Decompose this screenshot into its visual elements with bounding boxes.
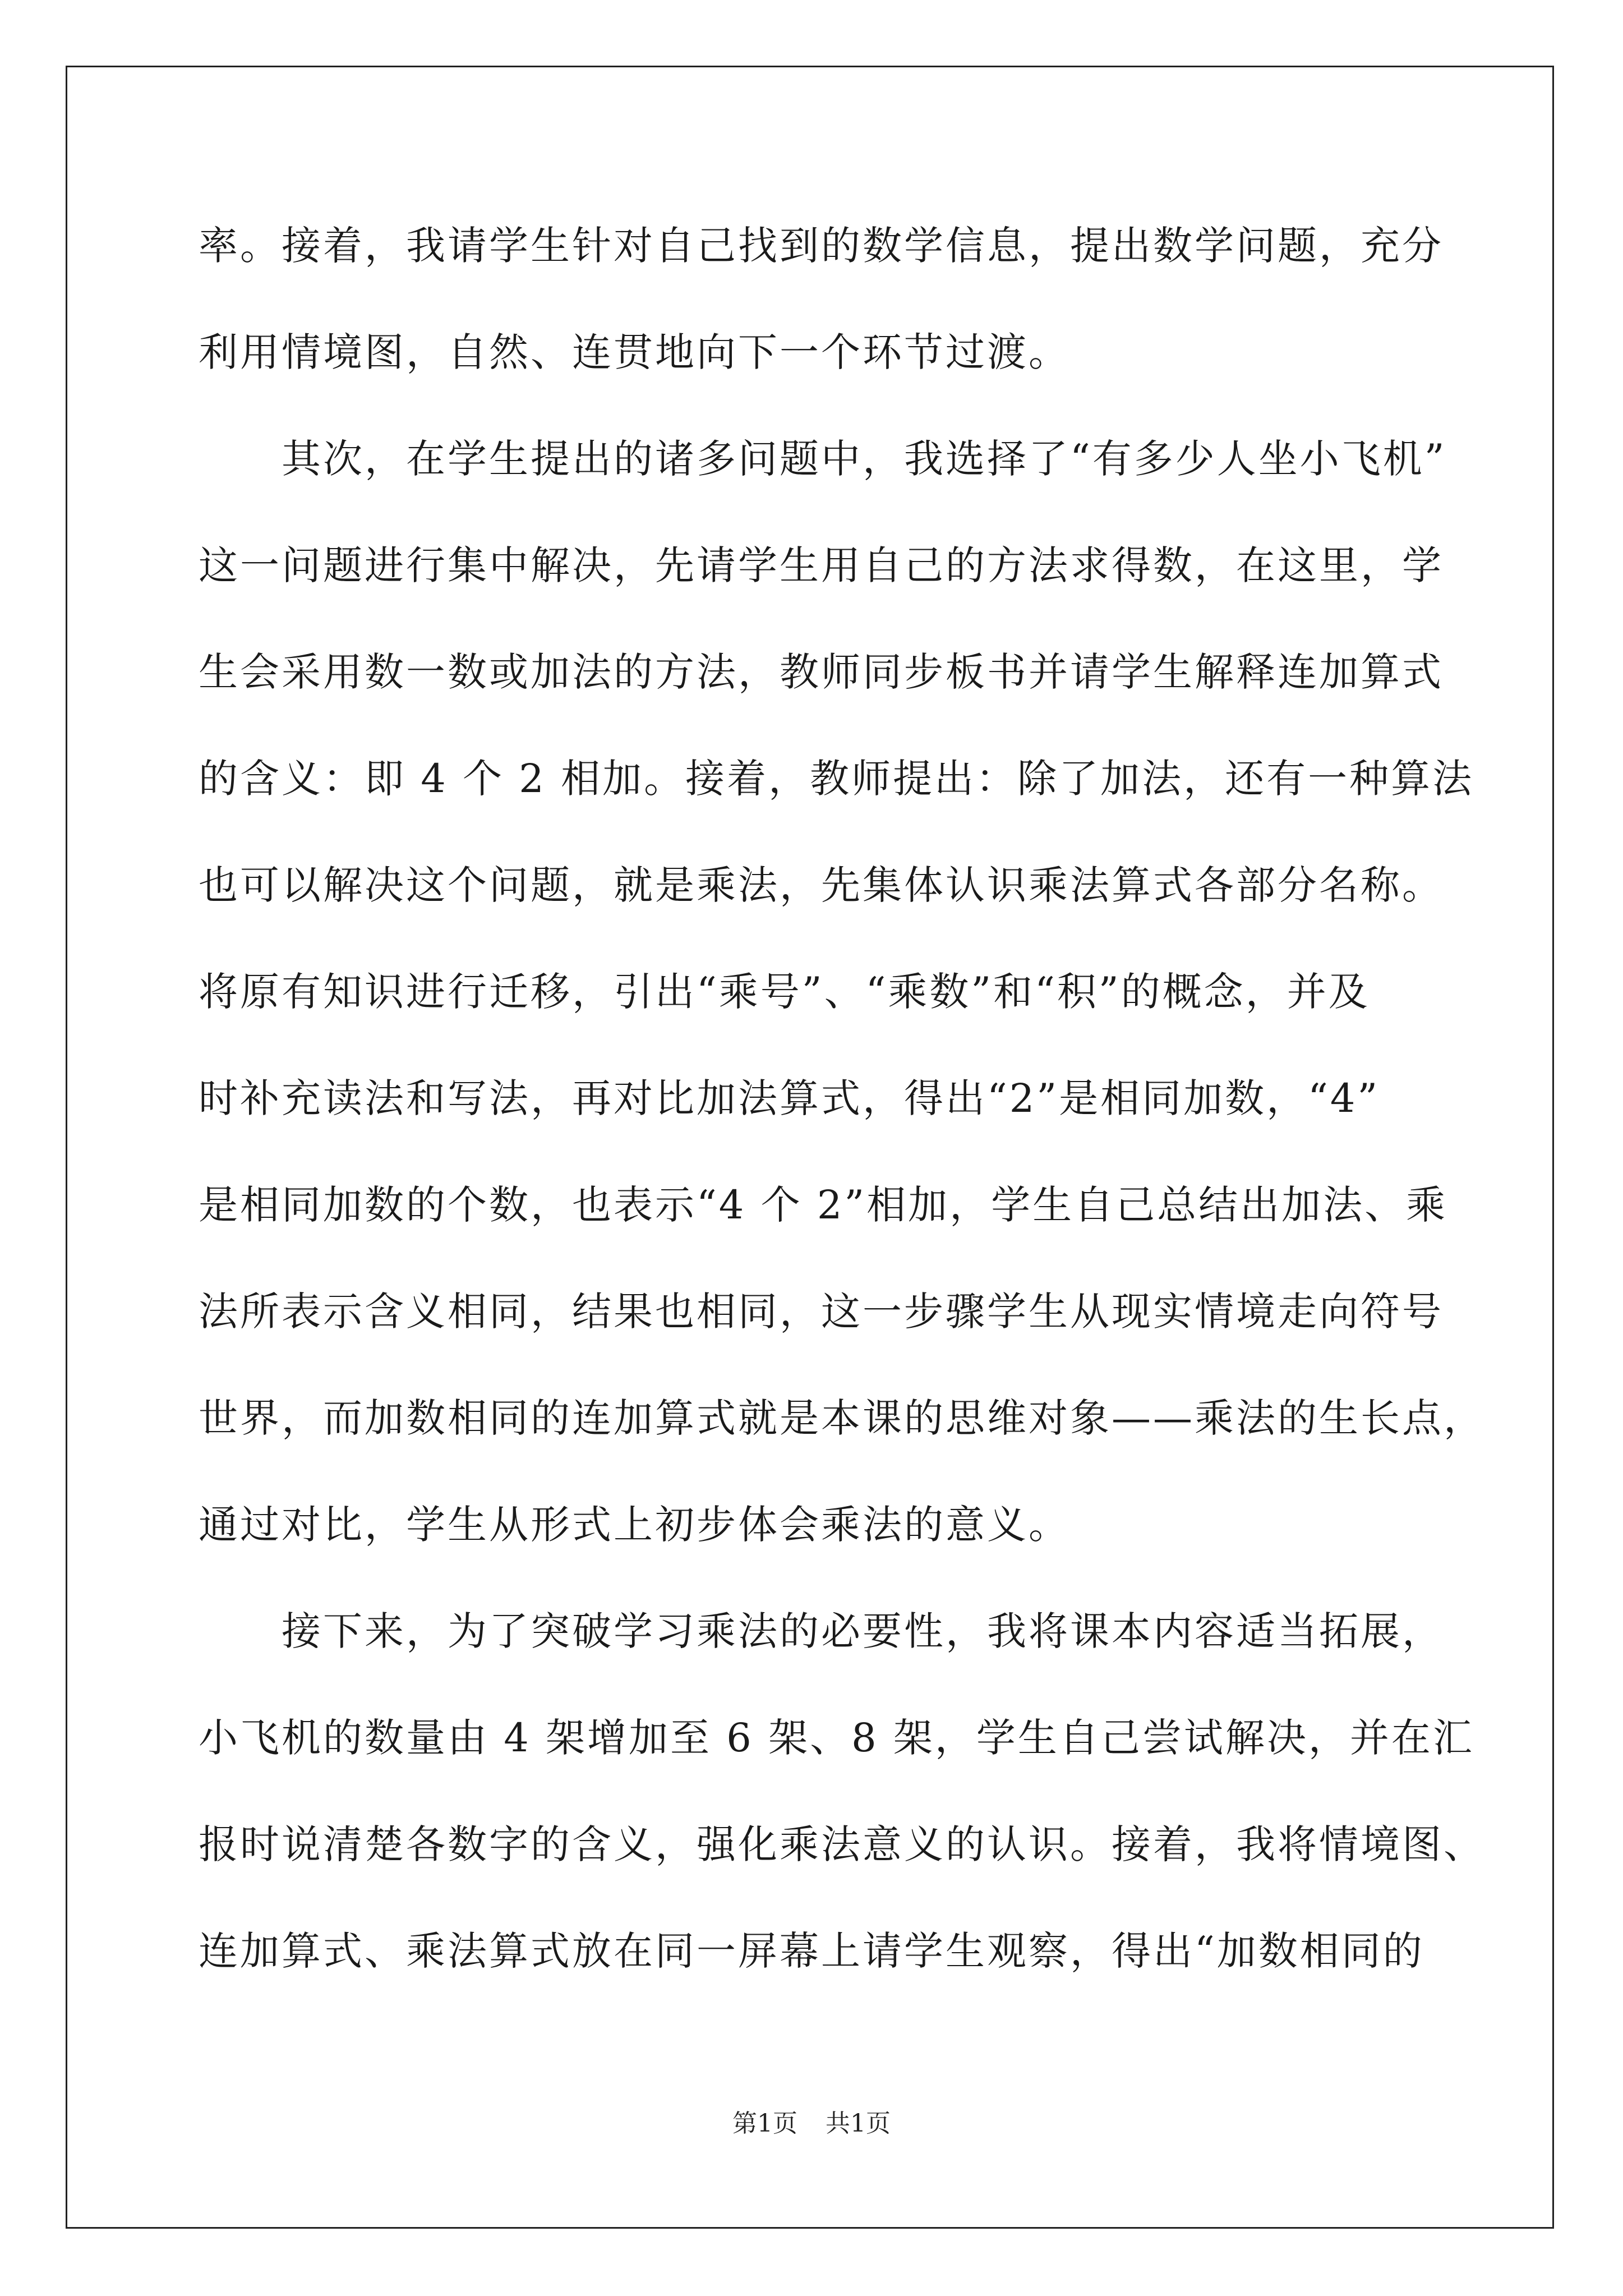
text-line: 率。接着，我请学生针对自己找到的数学信息，提出数学问题，充分 [199,223,1444,269]
text-line: 利用情境图，自然、连贯地向下一个环节过渡。 [199,329,1070,375]
page-number-current: 第1页 [732,2109,797,2138]
text-line: 小飞机的数量由 4 架增加至 6 架、8 架，学生自己尝试解决，并在汇 [199,1715,1474,1761]
page-frame [66,66,1554,2229]
text-line: 的含义：即 4 个 2 相加。接着，教师提出：除了加法，还有一种算法 [199,756,1474,802]
paragraph-start-line: 接下来，为了突破学习乘法的必要性，我将课本内容适当拓展， [282,1608,1444,1654]
text-line: 世界，而加数相同的连加算式就是本课的思维对象——乘法的生长点， [199,1395,1485,1441]
paragraph-start-line: 其次，在学生提出的诸多问题中，我选择了“有多少人坐小飞机” [282,436,1447,482]
text-line: 报时说清楚各数字的含义，强化乘法意义的认识。接着，我将情境图、 [199,1821,1485,1867]
text-line: 连加算式、乘法算式放在同一屏幕上请学生观察，得出“加数相同的 [199,1928,1424,1974]
text-line: 通过对比，学生从形式上初步体会乘法的意义。 [199,1502,1070,1548]
page-footer [0,2107,1623,2141]
text-line: 是相同加数的个数，也表示“4 个 2”相加，学生自己总结出加法、乘 [199,1182,1448,1228]
text-line: 法所表示含义相同，结果也相同，这一步骤学生从现实情境走向符号 [199,1289,1444,1335]
text-line: 生会采用数一数或加法的方法，教师同步板书并请学生解释连加算式 [199,649,1444,695]
text-line: 时补充读法和写法，再对比加法算式，得出“2”是相同加数，“4” [199,1075,1380,1121]
text-line: 将原有知识进行迁移，引出“乘号”、“乘数”和“积”的概念，并及 [199,969,1370,1015]
text-line: 也可以解决这个问题，就是乘法，先集体认识乘法算式各部分名称。 [199,862,1444,908]
page-number-total: 共1页 [826,2109,891,2138]
text-line: 这一问题进行集中解决，先请学生用自己的方法求得数，在这里，学 [199,542,1444,588]
